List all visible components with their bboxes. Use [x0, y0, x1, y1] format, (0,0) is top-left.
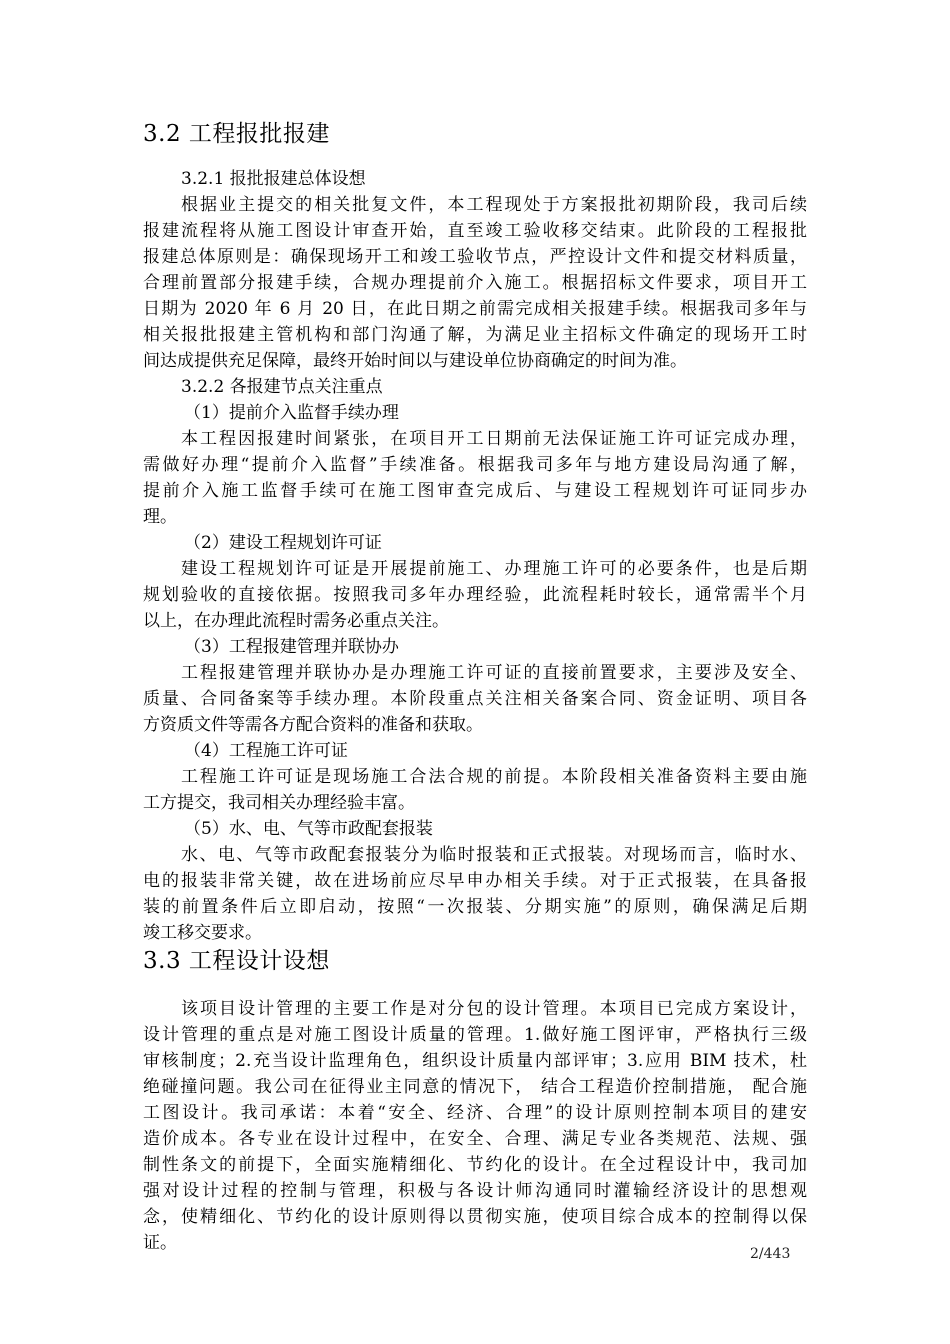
paragraph-line: 水、电、气等市政配套报装分为临时报装和正式报装。对现场而言，临时水、: [181, 845, 807, 865]
paragraph-line: 强对设计过程的控制与管理，积极与各设计师沟通同时灌输经济设计的思想观: [143, 1181, 807, 1201]
paragraph-line: 本工程因报建时间紧张，在项目开工日期前无法保证施工许可证完成办理，: [181, 429, 807, 449]
paragraph-line: 理。: [143, 507, 177, 527]
paragraph-line: 日期为 2020 年 6 月 20 日，在此日期之前需完成相关报建手续。根据我司多年与: [143, 299, 807, 319]
item-1-title: （1）提前介入监督手续办理: [184, 403, 399, 423]
paragraph-line: 念，使精细化、节约化的设计原则得以贯彻实施，使项目综合成本的控制得以保: [143, 1207, 807, 1227]
paragraph-line: 制性条文的前提下，全面实施精细化、节约化的设计。在全过程设计中，我司加: [143, 1155, 807, 1175]
subsection-3-2-1-heading: 3.2.1 报批报建总体设想: [181, 169, 366, 189]
item-5-title: （5）水、电、气等市政配套报装: [184, 819, 433, 839]
paragraph-line: 绝碰撞问题。我公司在征得业主同意的情况下， 结合工程造价控制措施， 配合施: [143, 1077, 807, 1097]
paragraph-line: 提前介入施工监督手续可在施工图审查完成后、与建设工程规划许可证同步办: [143, 481, 807, 501]
paragraph-line: 竣工移交要求。: [143, 923, 262, 943]
subsection-3-2-2-heading: 3.2.2 各报建节点关注重点: [181, 377, 383, 397]
paragraph-line: 质量、合同备案等手续办理。本阶段重点关注相关备案合同、资金证明、项目各: [143, 689, 807, 709]
paragraph-line: 建设工程规划许可证是开展提前施工、办理施工许可的必要条件，也是后期: [181, 559, 807, 579]
paragraph-line: 工程报建管理并联协办是办理施工许可证的直接前置要求，主要涉及安全、: [181, 663, 807, 683]
item-3-title: （3）工程报建管理并联协办: [184, 637, 399, 657]
paragraph-line: 该项目设计管理的主要工作是对分包的设计管理。本项目已完成方案设计，: [181, 999, 807, 1019]
paragraph-line: 报建总体原则是：确保现场开工和竣工验收节点，严控设计文件和提交材料质量，: [143, 247, 807, 267]
paragraph-line: 装的前置条件后立即启动，按照“一次报装、分期实施”的原则，确保满足后期: [143, 897, 807, 917]
paragraph-line: 规划验收的直接依据。按照我司多年办理经验，此流程耗时较长，通常需半个月: [143, 585, 807, 605]
paragraph-line: 相关报批报建主管机构和部门沟通了解，为满足业主招标文件确定的现场开工时: [143, 325, 807, 345]
paragraph-line: 以上，在办理此流程时需务必重点关注。: [143, 611, 449, 631]
paragraph-line: 电的报装非常关键，故在进场前应尽早申办相关手续。对于正式报装，在具备报: [143, 871, 807, 891]
paragraph-line: 证。: [143, 1233, 177, 1253]
paragraph-line: 根据业主提交的相关批复文件，本工程现处于方案报批初期阶段，我司后续: [181, 195, 807, 215]
paragraph-line: 合理前置部分报建手续，合规办理提前介入施工。根据招标文件要求，项目开工: [143, 273, 807, 293]
paragraph-line: 造价成本。各专业在设计过程中，在安全、合理、满足专业各类规范、法规、强: [143, 1129, 807, 1149]
paragraph-line: 需做好办理“提前介入监督”手续准备。根据我司多年与地方建设局沟通了解，: [143, 455, 807, 475]
paragraph-line: 工图设计。我司承诺：本着“安全、经济、合理”的设计原则控制本项目的建安: [143, 1103, 807, 1123]
paragraph-line: 方资质文件等需各方配合资料的准备和获取。: [143, 715, 483, 735]
section-3-2-title: 3.2 工程报批报建: [143, 121, 330, 147]
item-2-title: （2）建设工程规划许可证: [184, 533, 382, 553]
paragraph-line: 审核制度；2.充当设计监理角色，组织设计质量内部评审；3.应用 BIM 技术，杜: [143, 1051, 807, 1071]
page-number: 2/443: [750, 1246, 791, 1262]
item-4-title: （4）工程施工许可证: [184, 741, 348, 761]
paragraph-line: 设计管理的重点是对施工图设计质量的管理。1.做好施工图评审，严格执行三级: [143, 1025, 807, 1045]
paragraph-line: 间达成提供充足保障，最终开始时间以与建设单位协商确定的时间为准。: [143, 351, 687, 371]
paragraph-line: 报建流程将从施工图设计审查开始，直至竣工验收移交结束。此阶段的工程报批: [143, 221, 807, 241]
section-3-3-title: 3.3 工程设计设想: [143, 948, 330, 974]
paragraph-line: 工程施工许可证是现场施工合法合规的前提。本阶段相关准备资料主要由施: [181, 767, 807, 787]
paragraph-line: 工方提交，我司相关办理经验丰富。: [143, 793, 415, 813]
